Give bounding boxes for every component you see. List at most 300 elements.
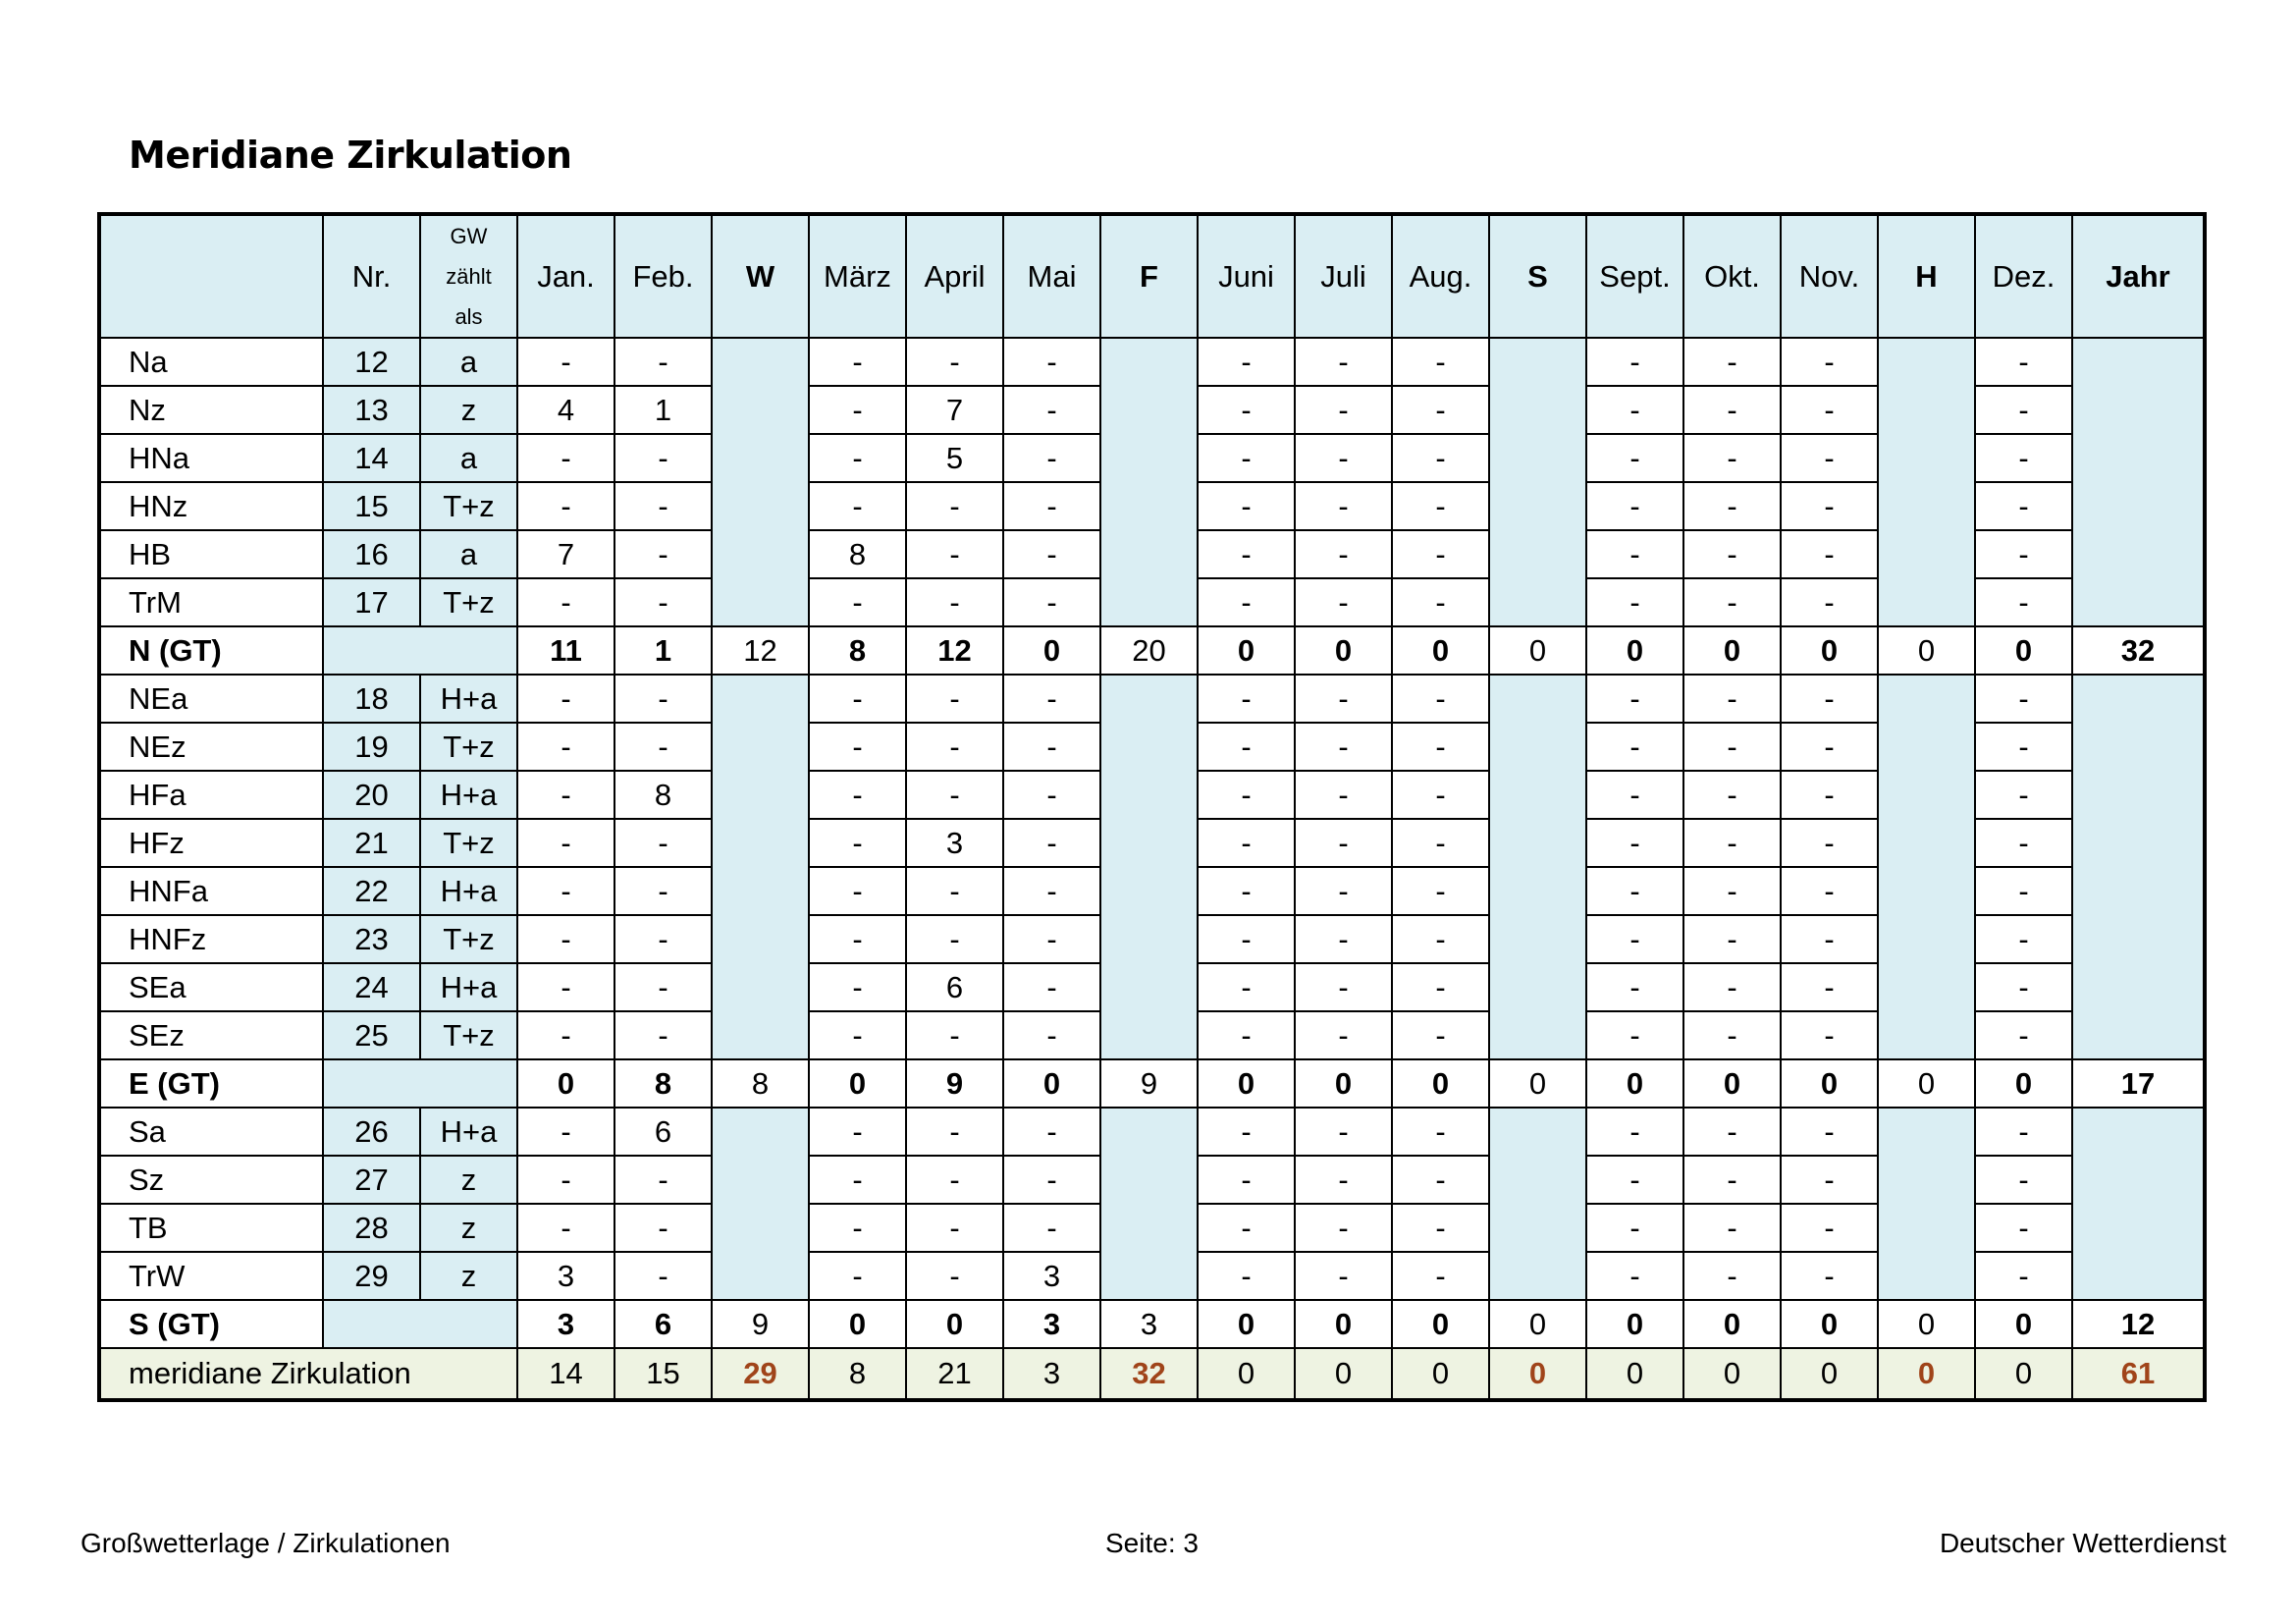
total-value: 0 (1392, 1348, 1489, 1400)
sum-label: S (GT) (99, 1300, 323, 1348)
value-cell: 7 (517, 530, 614, 578)
value-cell: - (1003, 723, 1100, 771)
value-cell: - (906, 867, 1003, 915)
row-gw: H+a (420, 771, 517, 819)
value-cell: - (614, 819, 712, 867)
row-label: Nz (99, 386, 323, 434)
value-cell: - (1198, 1252, 1295, 1300)
sum-value: 0 (1295, 1059, 1392, 1108)
value-cell: - (517, 819, 614, 867)
header-month: F (1100, 214, 1198, 338)
value-cell: - (1392, 434, 1489, 482)
sum-label: E (GT) (99, 1059, 323, 1108)
sum-blank (323, 1300, 517, 1348)
value-cell: - (1003, 867, 1100, 915)
value-cell: - (614, 338, 712, 386)
season-cell (1878, 675, 1975, 1059)
value-cell: - (906, 915, 1003, 963)
value-cell: - (1198, 723, 1295, 771)
header-month: Jahr (2072, 214, 2205, 338)
sum-value: 8 (712, 1059, 809, 1108)
header-month: Dez. (1975, 214, 2072, 338)
value-cell: - (517, 1204, 614, 1252)
value-cell: - (1781, 434, 1878, 482)
sum-value: 0 (1003, 626, 1100, 675)
header-gw (420, 214, 517, 338)
total-value: 0 (1295, 1348, 1392, 1400)
value-cell: - (1781, 578, 1878, 626)
value-cell: - (1781, 1011, 1878, 1059)
value-cell: - (809, 675, 906, 723)
value-cell: - (1975, 338, 2072, 386)
row-gw: T+z (420, 578, 517, 626)
row-gw: z (420, 386, 517, 434)
table-row (99, 1108, 2205, 1156)
value-cell: - (1198, 338, 1295, 386)
value-cell: - (809, 1011, 906, 1059)
total-value: 0 (1975, 1348, 2072, 1400)
value-cell: - (1003, 1108, 1100, 1156)
value-cell: - (1781, 1204, 1878, 1252)
value-cell: - (906, 1108, 1003, 1156)
sum-value: 3 (517, 1300, 614, 1348)
value-cell: - (1295, 1252, 1392, 1300)
sum-value: 0 (1489, 1300, 1586, 1348)
value-cell: - (1392, 819, 1489, 867)
value-cell: - (1295, 530, 1392, 578)
sum-value: 0 (1683, 1300, 1781, 1348)
sum-value: 0 (1489, 1059, 1586, 1108)
row-gw: z (420, 1252, 517, 1300)
value-cell: - (906, 1011, 1003, 1059)
value-cell: - (809, 915, 906, 963)
value-cell: - (614, 1252, 712, 1300)
value-cell: - (614, 675, 712, 723)
value-cell: - (1781, 338, 1878, 386)
season-cell (1489, 1108, 1586, 1300)
total-row (99, 1348, 2205, 1400)
value-cell: - (1781, 482, 1878, 530)
value-cell: - (1781, 386, 1878, 434)
row-nr: 28 (323, 1204, 420, 1252)
total-value: 61 (2072, 1348, 2205, 1400)
value-cell: - (1003, 1204, 1100, 1252)
value-cell: - (1295, 578, 1392, 626)
row-gw: a (420, 338, 517, 386)
value-cell: - (1586, 1011, 1683, 1059)
sum-label: N (GT) (99, 626, 323, 675)
row-gw: H+a (420, 963, 517, 1011)
row-nr: 18 (323, 675, 420, 723)
value-cell: - (1003, 1011, 1100, 1059)
header-month: S (1489, 214, 1586, 338)
season-cell (1489, 338, 1586, 626)
group-sum-row (99, 1059, 2205, 1108)
row-nr: 19 (323, 723, 420, 771)
sum-value: 9 (906, 1059, 1003, 1108)
row-label: HFz (99, 819, 323, 867)
value-cell: - (1975, 578, 2072, 626)
season-cell (2072, 338, 2205, 626)
header-gw-line: zählt (446, 264, 492, 289)
row-label: Na (99, 338, 323, 386)
value-cell: - (1586, 386, 1683, 434)
value-cell: - (1975, 1011, 2072, 1059)
sum-value: 0 (1198, 1059, 1295, 1108)
value-cell: - (1295, 338, 1392, 386)
value-cell: - (1586, 338, 1683, 386)
sum-value: 0 (1683, 626, 1781, 675)
season-cell (712, 675, 809, 1059)
value-cell: - (1392, 1108, 1489, 1156)
value-cell: - (1975, 1156, 2072, 1204)
meridional-circulation-table (97, 212, 2207, 1402)
value-cell: 6 (906, 963, 1003, 1011)
value-cell: - (1975, 771, 2072, 819)
sum-blank (323, 1059, 517, 1108)
value-cell: - (1003, 530, 1100, 578)
header-month: Nov. (1781, 214, 1878, 338)
value-cell: - (1586, 771, 1683, 819)
value-cell: - (906, 1252, 1003, 1300)
value-cell: - (1003, 819, 1100, 867)
header-month: Aug. (1392, 214, 1489, 338)
value-cell: - (1586, 434, 1683, 482)
value-cell: 1 (614, 386, 712, 434)
sum-value: 11 (517, 626, 614, 675)
total-label: meridiane Zirkulation (99, 1348, 517, 1400)
value-cell: - (1975, 1108, 2072, 1156)
value-cell: - (1683, 338, 1781, 386)
value-cell: 3 (1003, 1252, 1100, 1300)
sum-value: 0 (1878, 1059, 1975, 1108)
season-cell (2072, 1108, 2205, 1300)
header-row (99, 214, 2205, 338)
value-cell: - (1586, 1204, 1683, 1252)
sum-value: 0 (1198, 626, 1295, 675)
value-cell: - (809, 1204, 906, 1252)
value-cell: - (1295, 963, 1392, 1011)
season-cell (1100, 675, 1198, 1059)
header-blank (99, 214, 323, 338)
value-cell: - (517, 578, 614, 626)
total-value: 0 (1683, 1348, 1781, 1400)
value-cell: - (809, 1156, 906, 1204)
season-cell (1100, 1108, 1198, 1300)
value-cell: - (1781, 675, 1878, 723)
value-cell: - (1295, 1108, 1392, 1156)
value-cell: - (517, 723, 614, 771)
sum-value: 9 (1100, 1059, 1198, 1108)
season-cell (1100, 338, 1198, 626)
row-label: TrM (99, 578, 323, 626)
row-label: HNFa (99, 867, 323, 915)
sum-value: 0 (1392, 1300, 1489, 1348)
value-cell: - (1392, 963, 1489, 1011)
value-cell: - (809, 386, 906, 434)
value-cell: - (1198, 915, 1295, 963)
row-gw: T+z (420, 482, 517, 530)
season-cell (1878, 1108, 1975, 1300)
value-cell: - (1975, 482, 2072, 530)
total-value: 0 (1198, 1348, 1295, 1400)
value-cell: - (1586, 867, 1683, 915)
row-nr: 20 (323, 771, 420, 819)
value-cell: - (614, 482, 712, 530)
value-cell: - (1392, 578, 1489, 626)
value-cell: - (906, 338, 1003, 386)
value-cell: - (1295, 434, 1392, 482)
row-gw: a (420, 530, 517, 578)
value-cell: - (809, 723, 906, 771)
value-cell: - (809, 338, 906, 386)
value-cell: - (1003, 386, 1100, 434)
total-value: 3 (1003, 1348, 1100, 1400)
sum-value: 0 (1975, 1300, 2072, 1348)
value-cell: - (1683, 482, 1781, 530)
total-value: 15 (614, 1348, 712, 1400)
row-gw: H+a (420, 867, 517, 915)
footer-page-number: Seite: 3 (1105, 1528, 1199, 1558)
value-cell: - (614, 1204, 712, 1252)
season-cell (712, 338, 809, 626)
value-cell: - (517, 1011, 614, 1059)
value-cell: - (1586, 530, 1683, 578)
header-month: April (906, 214, 1003, 338)
value-cell: - (1198, 482, 1295, 530)
value-cell: 3 (517, 1252, 614, 1300)
value-cell: - (1586, 723, 1683, 771)
value-cell: - (1975, 675, 2072, 723)
header-month: Juli (1295, 214, 1392, 338)
total-value: 0 (1586, 1348, 1683, 1400)
value-cell: - (614, 867, 712, 915)
value-cell: - (1975, 1252, 2072, 1300)
header-gw-line: GW (450, 224, 488, 248)
row-nr: 23 (323, 915, 420, 963)
value-cell: - (1392, 386, 1489, 434)
value-cell: 7 (906, 386, 1003, 434)
value-cell: - (1295, 723, 1392, 771)
value-cell: - (614, 434, 712, 482)
row-label: HNz (99, 482, 323, 530)
sum-value: 12 (712, 626, 809, 675)
value-cell: - (906, 771, 1003, 819)
row-nr: 15 (323, 482, 420, 530)
page-title: Meridiane Zirkulation (129, 134, 572, 177)
value-cell: - (1295, 867, 1392, 915)
value-cell: - (1975, 963, 2072, 1011)
value-cell: - (1683, 1252, 1781, 1300)
value-cell: - (1003, 963, 1100, 1011)
value-cell: - (1975, 819, 2072, 867)
value-cell: - (1975, 1204, 2072, 1252)
value-cell: - (1781, 963, 1878, 1011)
value-cell: - (1683, 578, 1781, 626)
value-cell: - (517, 1156, 614, 1204)
value-cell: - (1295, 1204, 1392, 1252)
header-gw-line: als (454, 304, 483, 329)
season-cell (712, 1108, 809, 1300)
row-label: SEa (99, 963, 323, 1011)
value-cell: - (1975, 915, 2072, 963)
value-cell: - (1295, 675, 1392, 723)
value-cell: - (1295, 482, 1392, 530)
row-nr: 13 (323, 386, 420, 434)
sum-value: 0 (1295, 1300, 1392, 1348)
value-cell: - (1198, 530, 1295, 578)
value-cell: - (1392, 530, 1489, 578)
value-cell: - (517, 338, 614, 386)
group-sum-row (99, 626, 2205, 675)
value-cell: - (1392, 1252, 1489, 1300)
value-cell: - (1781, 1108, 1878, 1156)
sum-value: 0 (1489, 626, 1586, 675)
value-cell: - (809, 578, 906, 626)
value-cell: - (1781, 819, 1878, 867)
sum-blank (323, 626, 517, 675)
value-cell: - (1392, 482, 1489, 530)
row-nr: 16 (323, 530, 420, 578)
value-cell: 4 (517, 386, 614, 434)
header-nr: Nr. (323, 214, 420, 338)
value-cell: - (1198, 1108, 1295, 1156)
row-gw: z (420, 1156, 517, 1204)
value-cell: - (1198, 1156, 1295, 1204)
value-cell: - (906, 530, 1003, 578)
table-row (99, 675, 2205, 723)
value-cell: - (1198, 963, 1295, 1011)
sum-value: 12 (906, 626, 1003, 675)
value-cell: 3 (906, 819, 1003, 867)
value-cell: - (809, 1108, 906, 1156)
header-month: H (1878, 214, 1975, 338)
table-row (99, 338, 2205, 386)
sum-value: 0 (906, 1300, 1003, 1348)
sum-value: 8 (809, 626, 906, 675)
sum-value: 0 (1781, 1300, 1878, 1348)
sum-value: 0 (1878, 626, 1975, 675)
value-cell: - (1975, 723, 2072, 771)
season-cell (2072, 675, 2205, 1059)
sum-value: 20 (1100, 626, 1198, 675)
row-label: HFa (99, 771, 323, 819)
sum-value: 0 (809, 1059, 906, 1108)
sum-value: 8 (614, 1059, 712, 1108)
value-cell: - (1198, 819, 1295, 867)
value-cell: - (1683, 915, 1781, 963)
value-cell: - (1781, 771, 1878, 819)
value-cell: - (809, 434, 906, 482)
value-cell: - (1003, 578, 1100, 626)
value-cell: 8 (809, 530, 906, 578)
value-cell: - (614, 530, 712, 578)
value-cell: - (1392, 1204, 1489, 1252)
value-cell: - (1198, 434, 1295, 482)
value-cell: - (1198, 675, 1295, 723)
value-cell: - (1392, 1156, 1489, 1204)
value-cell: - (1683, 675, 1781, 723)
value-cell: - (809, 819, 906, 867)
value-cell: - (1198, 578, 1295, 626)
header-month: Sept. (1586, 214, 1683, 338)
row-gw: T+z (420, 723, 517, 771)
total-value: 21 (906, 1348, 1003, 1400)
value-cell: - (1683, 1156, 1781, 1204)
value-cell: - (1586, 1156, 1683, 1204)
sum-value: 0 (1586, 1059, 1683, 1108)
row-label: TB (99, 1204, 323, 1252)
row-label: Sz (99, 1156, 323, 1204)
header-month: März (809, 214, 906, 338)
row-gw: T+z (420, 1011, 517, 1059)
total-value: 0 (1489, 1348, 1586, 1400)
row-label: TrW (99, 1252, 323, 1300)
total-value: 0 (1781, 1348, 1878, 1400)
sum-value: 0 (1003, 1059, 1100, 1108)
row-nr: 14 (323, 434, 420, 482)
header-month: Okt. (1683, 214, 1781, 338)
value-cell: - (809, 963, 906, 1011)
row-nr: 17 (323, 578, 420, 626)
value-cell: - (614, 1156, 712, 1204)
value-cell: - (1683, 1108, 1781, 1156)
total-value: 14 (517, 1348, 614, 1400)
value-cell: - (1781, 867, 1878, 915)
value-cell: - (614, 578, 712, 626)
value-cell: 6 (614, 1108, 712, 1156)
value-cell: - (1295, 1156, 1392, 1204)
value-cell: - (1683, 723, 1781, 771)
value-cell: - (517, 434, 614, 482)
value-cell: - (1003, 1156, 1100, 1204)
row-label: HNFz (99, 915, 323, 963)
sum-value: 17 (2072, 1059, 2205, 1108)
value-cell: - (1781, 1156, 1878, 1204)
row-label: SEz (99, 1011, 323, 1059)
value-cell: 5 (906, 434, 1003, 482)
value-cell: - (809, 771, 906, 819)
row-nr: 29 (323, 1252, 420, 1300)
sum-value: 0 (1586, 1300, 1683, 1348)
season-cell (1878, 338, 1975, 626)
value-cell: - (1975, 867, 2072, 915)
value-cell: - (809, 482, 906, 530)
sum-value: 1 (614, 626, 712, 675)
value-cell: - (517, 1108, 614, 1156)
value-cell: - (1781, 1252, 1878, 1300)
row-label: HB (99, 530, 323, 578)
row-nr: 22 (323, 867, 420, 915)
value-cell: - (1392, 338, 1489, 386)
value-cell: - (1198, 771, 1295, 819)
row-label: NEz (99, 723, 323, 771)
row-nr: 26 (323, 1108, 420, 1156)
value-cell: - (1198, 386, 1295, 434)
row-nr: 27 (323, 1156, 420, 1204)
value-cell: - (1003, 338, 1100, 386)
value-cell: - (1198, 1204, 1295, 1252)
value-cell: - (1586, 1252, 1683, 1300)
value-cell: - (1295, 915, 1392, 963)
row-nr: 12 (323, 338, 420, 386)
value-cell: - (906, 1156, 1003, 1204)
value-cell: - (1975, 434, 2072, 482)
total-value: 8 (809, 1348, 906, 1400)
row-nr: 25 (323, 1011, 420, 1059)
value-cell: - (614, 963, 712, 1011)
sum-value: 0 (517, 1059, 614, 1108)
